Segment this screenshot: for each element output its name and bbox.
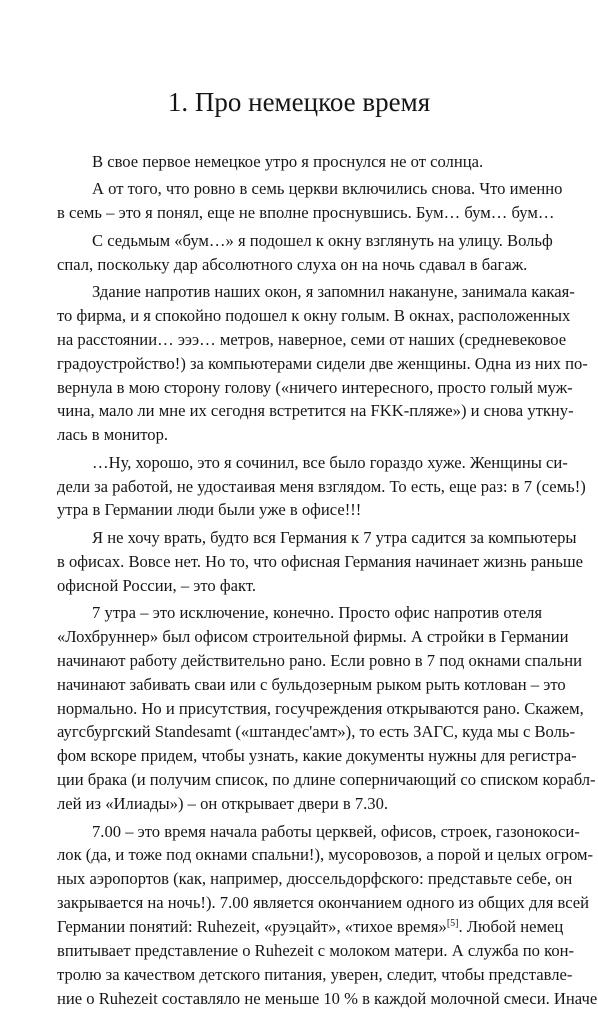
text-line: начинают забивать сваи или с бульдозерным рыком рыть котлован – это: [57, 674, 566, 694]
text-line: С седьмым «бум…» я подошел к окну взглянуть на улицу. Вольф: [92, 230, 553, 250]
text-line: аугсбургский Standesamt («штандес'амт»), то есть ЗАГС, куда мы с Воль-: [57, 722, 575, 742]
paragraph: [57, 526, 583, 598]
text-line: нормально. Но и присутствия, госучреждения открываются рано. Скажем,: [57, 698, 584, 718]
text-line: в офисах. Вовсе нет. Но то, что офисная Германия начинает жизнь раньше: [57, 551, 583, 571]
text-line: фом вскоре придем, чтобы узнать, какие документы нужны для регистра-: [57, 746, 577, 766]
text-line: ние о Ruhezeit составляло не меньше 10 % в каждой молочной смеси. Иначе: [57, 988, 598, 1008]
paragraph: [57, 820, 598, 1011]
text-line: 7 утра – это исключение, конечно. Просто офис напротив отеля: [92, 603, 542, 623]
text-line: вернула в мою сторону голову («ничего интересного, просто голый муж-: [57, 377, 573, 397]
text-line: «Лохбруннер» был офисом строительной фирмы. А стройки в Германии: [57, 626, 569, 646]
footnote-line-before: Германии понятий: Ruhezeit, «руэцайт», «тихое время»: [57, 917, 447, 937]
text-line: на расстоянии… эээ… метров, наверное, семи от наших (средневековое: [57, 329, 567, 349]
text-line: лей из «Илиады») – он открывает двери в 7.30.: [57, 794, 389, 814]
paragraph: [57, 280, 588, 447]
footnote-ref[interactable]: [5]: [446, 918, 459, 930]
text-line: дели за работой, не удостаивая меня взглядом. То есть, еще раз: в 7 (семь!): [57, 476, 586, 496]
text-line: закрывается на ночь!). 7.00 является окончанием одного из общих для всей: [57, 893, 590, 913]
chapter-title: 1. Про немецкое время: [167, 87, 431, 117]
text-line: А от того, что ровно в семь церкви включились снова. Что именно: [92, 179, 563, 199]
text-line: лок (да, и тоже под окнами спальни!), мусоровозов, а порой и целых огром-: [57, 845, 594, 865]
text-line: спал, поскольку дар абсолютного слуха он на ночь сдавал в багаж.: [57, 254, 528, 274]
paragraph: [57, 601, 596, 816]
text-line: офисной России, – это факт.: [57, 575, 256, 595]
text-line: впитывает представление о Ruhezeit с молоком матери. А служба по кон-: [57, 941, 575, 960]
text-line: начинают работу действительно рано. Если ровно в 7 под окнами спальни: [57, 650, 583, 670]
text-line: тролю за качеством детского питания, уверен, следит, чтобы представле-: [57, 964, 573, 984]
paragraph: [57, 451, 586, 523]
text-line: Здание напротив наших окон, я запомнил накануне, занимала какая-: [92, 281, 575, 301]
text-line: утра в Германии люди были уже в офисе!!!: [57, 500, 362, 520]
text-line: В свое первое немецкое утро я проснулся не от солнца.: [92, 152, 484, 171]
text-line: ных аэропортов (как, например, дюссельдорфского: представьте себе, он: [57, 869, 573, 889]
text-line: [57, 915, 564, 939]
text-line: в семь – это я понял, еще не вполне проснувшись. Бум… бум… бум…: [57, 203, 555, 223]
text-line: лась в монитор.: [57, 425, 169, 445]
text-line: ции брака (и получим список, по длине соперничающий со списком корабл-: [57, 770, 596, 790]
text-line: 7.00 – это время начала работы церквей, офисов, строек, газонокоси-: [92, 821, 580, 841]
paragraph: [57, 177, 563, 225]
text-line: то фирма, и я спокойно подошел к окну голым. В окнах, расположенных: [57, 305, 571, 325]
body-text: [57, 150, 598, 1011]
paragraph: [57, 229, 553, 277]
text-line: градоустройство!) за компьютерами сидели две женщины. Одна из них по-: [57, 353, 588, 373]
text-line: Я не хочу врать, будто вся Германия к 7 утра садится за компьютеры: [92, 527, 577, 547]
text-line: …Ну, хорошо, это я сочинил, все было гораздо хуже. Женщины си-: [92, 452, 568, 472]
footnote-line-after: . Любой немец: [458, 917, 564, 937]
text-line: чина, мало ли мне их сегодня встретится на FKK-пляже») и снова уткну-: [57, 401, 574, 421]
paragraph: [57, 150, 542, 174]
